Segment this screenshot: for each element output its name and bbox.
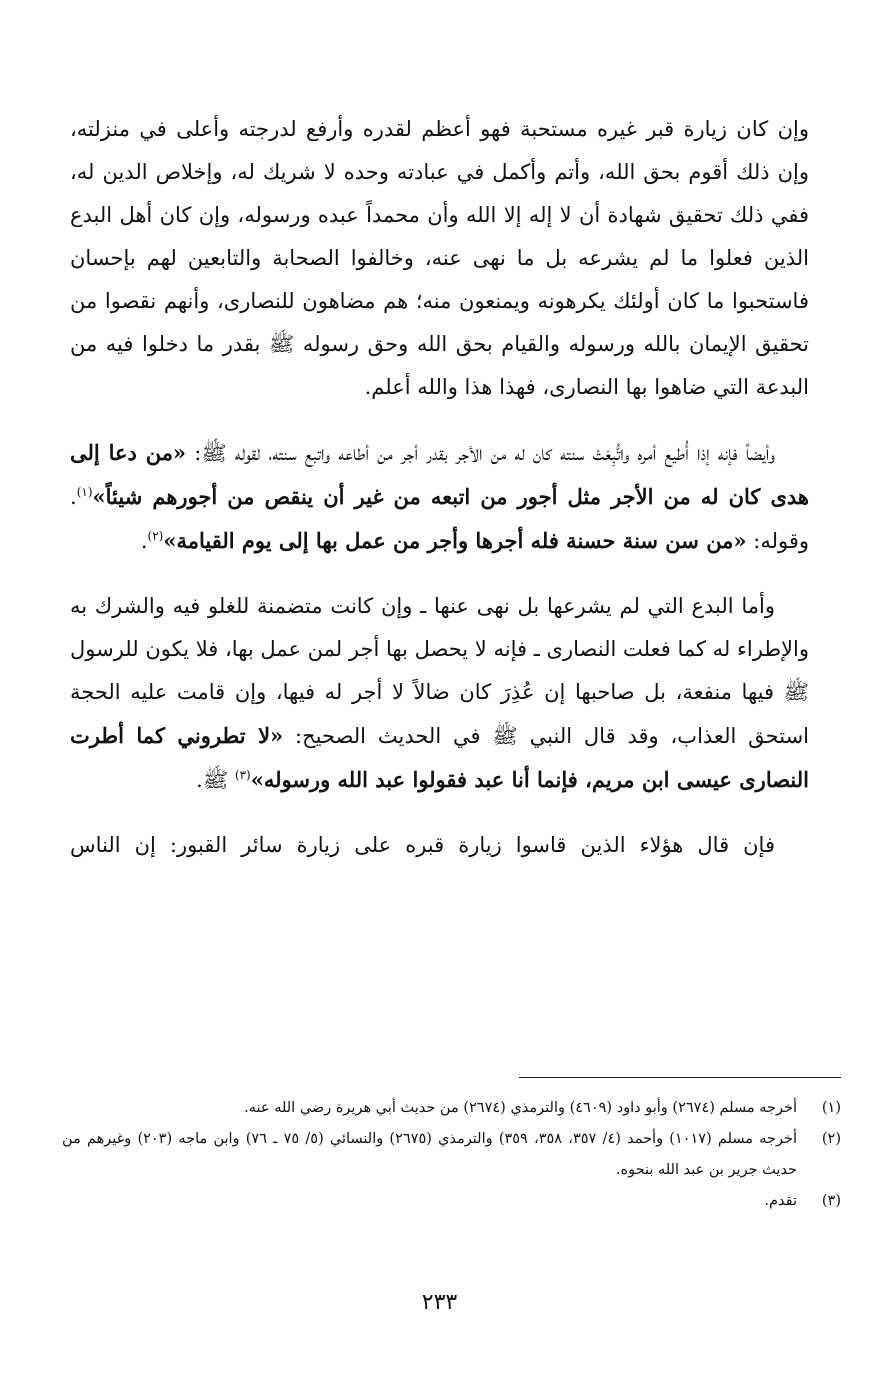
text-run: . وقوله:	[70, 485, 809, 553]
paragraph-4	[70, 824, 809, 867]
footnote-2	[62, 1124, 841, 1186]
footnote-1	[62, 1093, 841, 1124]
paragraph-1	[70, 108, 809, 409]
footnotes	[62, 1093, 841, 1217]
footnote-number: (٢)	[821, 1131, 841, 1147]
footnote-ref: (١)	[76, 485, 93, 499]
footnote-text: أخرجه مسلم (١٠١٧) وأحمد (٤/ ٣٥٧، ٣٥٨، ٣٥٩) والترمذي (٢٦٧٥) والنسائي (٥/ ٧٥ ـ ٧٦) وابن ماجه (٢٠٣) وغيرهم من حديث جرير بن عبد الله بنحوه.	[62, 1131, 797, 1178]
footnote-number: (١)	[821, 1100, 841, 1116]
page-number: ٢٣٣	[421, 1290, 458, 1315]
hadith-quote: «من سن سنة حسنة فله أجرها وأجر من عمل بها إلى يوم القيامة»	[163, 528, 747, 553]
footnote-3	[62, 1186, 841, 1217]
text-run: فإن قال هؤلاء الذين قاسوا زيارة قبره على زيارة سائر القبور: إن الناس	[70, 833, 775, 857]
paragraph-3	[70, 585, 809, 802]
text-run: وأيضاً فإنه إذا أُطيع أمره واتُّبِعَتْ سنته كان له من الأجر بقدر أجر من أطاعه واتبع سنته، لقوله ﷺ:	[186, 441, 775, 465]
hadith-quote: «من دعا إلى هدى كان له من الأجر مثل أجور من اتبعه من غير أن ينقص من أجورهم شيئاً»	[70, 440, 809, 509]
text-run: ﷺ.	[196, 768, 235, 792]
footnote-ref: (٢)	[147, 529, 164, 543]
text-run: وأما البدع التي لم يشرعها بل نهى عنها ـ وإن كانت متضمنة للغلو فيه والشرك به والإطراء له كما فعلت النصارى ـ فإنه لا يحصل بها أجر لمن عمل بها، فلا يكون للرسول ﷺ فيها منفعة، بل صاحبها إن عُذِرَ كان ضالاً لا أجر له فيها، وإن قامت عليه الحجة استحق العذاب، وقد قال النبي ﷺ في الحديث الصحيح:	[70, 594, 809, 748]
footnote-number: (٣)	[821, 1193, 841, 1209]
paragraph-2	[70, 431, 809, 563]
footnote-ref: (٣)	[234, 768, 251, 782]
text-run: .	[140, 529, 148, 553]
body-text	[70, 108, 809, 867]
text-run: وإن كان زيارة قبر غيره مستحبة فهو أعظم لقدره وأرفع لدرجته وأعلى في منزلته، وإن ذلك أقوم بحق الله، وأتم وأكمل في عبادته وحده لا شريك له، وإخلاص الدين له، ففي ذلك تحقيق شهادة أن لا إله إلا الله وأن محمداً عبده ورسوله، وإن كان أهل البدع الذين فعلوا ما لم يشرعه بل ما نهى عنه، وخالفوا الصحابة والتابعين لهم بإحسان فاستحبوا ما كان أولئك يكرهونه ويمنعون منه؛ هم مضاهون للنصارى، وأنهم نقصوا من تحقيق الإيمان بالله ورسوله والقيام بحق الله وحق رسوله ﷺ بقدر ما دخلوا فيه من البدعة التي ضاهوا بها النصارى، فهذا هذا والله أعلم.	[70, 117, 809, 399]
footnote-separator	[519, 1077, 841, 1078]
footnote-text: أخرجه مسلم (٢٦٧٤) وأبو داود (٤٦٠٩) والترمذي (٢٦٧٤) من حديث أبي هريرة رضي الله عنه.	[244, 1100, 797, 1116]
footnote-text: تقدم.	[764, 1193, 797, 1209]
hadith-quote: «لا تطروني كما أطرت النصارى عيسى ابن مريم، فإنما أنا عبد فقولوا عبد الله ورسوله»	[70, 723, 809, 792]
